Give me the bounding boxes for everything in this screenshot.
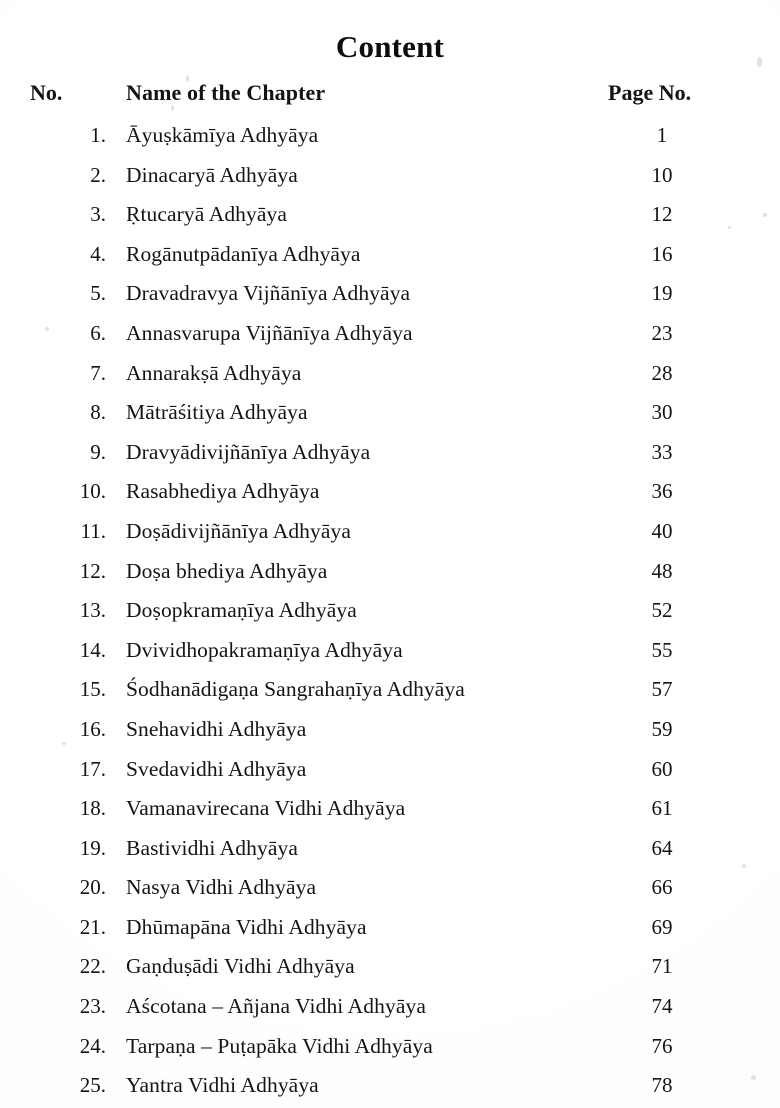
table-row[interactable] [0, 710, 780, 750]
row-chapter-name[interactable]: Rogānutpādanīya Adhyāya [126, 241, 361, 266]
row-number: 13. [79, 598, 106, 623]
row-page-number: 28 [651, 360, 673, 385]
row-number: 21. [79, 914, 106, 939]
row-page-number: 23 [651, 320, 673, 345]
row-number: 18. [79, 796, 106, 821]
row-page-number: 78 [651, 1073, 673, 1098]
row-chapter-name[interactable]: Dinacaryā Adhyāya [126, 162, 298, 187]
row-number: 11. [80, 518, 106, 543]
row-chapter-name[interactable]: Śodhanādigaṇa Sangrahaṇīya Adhyāya [126, 677, 465, 702]
table-row[interactable] [0, 274, 780, 314]
table-row[interactable] [0, 1066, 780, 1106]
row-chapter-name[interactable]: Tarpaṇa – Puṭapāka Vidhi Adhyāya [126, 1033, 433, 1058]
row-number: 10. [79, 479, 106, 504]
row-page-number: 48 [651, 558, 673, 583]
row-number: 17. [79, 756, 106, 781]
row-number: 6. [90, 320, 106, 345]
row-page-number: 16 [651, 241, 673, 266]
row-chapter-name[interactable]: Yantra Vidhi Adhyāya [126, 1073, 319, 1098]
row-number: 4. [90, 241, 106, 266]
row-chapter-name[interactable]: Doṣa bhediya Adhyāya [126, 558, 328, 583]
row-chapter-name[interactable]: Rasabhediya Adhyāya [126, 479, 320, 504]
row-number: 16. [79, 716, 106, 741]
row-number: 12. [79, 558, 106, 583]
row-chapter-name[interactable]: Aścotana – Añjana Vidhi Adhyāya [126, 994, 426, 1019]
table-row[interactable] [0, 987, 780, 1027]
row-page-number: 1 [656, 123, 668, 147]
row-chapter-name[interactable]: Snehavidhi Adhyāya [126, 716, 307, 741]
row-page-number: 19 [651, 281, 673, 306]
row-number: 7. [90, 360, 106, 385]
row-number: 8. [90, 400, 106, 425]
table-row[interactable] [0, 670, 780, 710]
table-row[interactable] [0, 235, 780, 275]
table-row[interactable] [0, 908, 780, 948]
row-page-number: 66 [651, 875, 673, 900]
row-chapter-name[interactable]: Annarakṣā Adhyāya [126, 360, 302, 385]
row-chapter-name[interactable]: Doṣādivijñānīya Adhyāya [126, 518, 352, 543]
header-no: No. [30, 80, 63, 105]
header-page: Page No. [608, 80, 692, 105]
table-row[interactable] [0, 829, 780, 869]
table-row[interactable] [0, 1027, 780, 1067]
row-page-number: 74 [651, 994, 673, 1019]
table-row[interactable] [0, 868, 780, 908]
row-chapter-name[interactable]: Mātrāśitiya Adhyāya [126, 400, 308, 425]
row-chapter-name[interactable]: Bastividhi Adhyāya [126, 835, 298, 860]
row-page-number: 55 [651, 637, 673, 662]
row-chapter-name[interactable]: Dravyādivijñānīya Adhyāya [126, 439, 371, 464]
table-row[interactable] [0, 393, 780, 433]
table-header-row [0, 70, 780, 116]
table-row[interactable] [0, 116, 780, 156]
table-row[interactable] [0, 195, 780, 235]
table-row[interactable] [0, 433, 780, 473]
row-number: 14. [79, 637, 106, 662]
row-number: 20. [79, 875, 106, 900]
row-chapter-name[interactable]: Ṛtucaryā Adhyāya [126, 202, 288, 227]
table-row[interactable] [0, 789, 780, 829]
row-number: 15. [79, 677, 106, 702]
table-row[interactable] [0, 314, 780, 354]
table-row[interactable] [0, 947, 780, 987]
table-row[interactable] [0, 472, 780, 512]
row-number: 25. [79, 1073, 106, 1098]
row-chapter-name[interactable]: Svedavidhi Adhyāya [126, 756, 307, 781]
row-number: 3. [90, 202, 106, 227]
row-chapter-name[interactable]: Gaṇduṣādi Vidhi Adhyāya [126, 954, 355, 979]
table-row[interactable] [0, 591, 780, 631]
row-number: 22. [79, 954, 106, 979]
row-chapter-name[interactable]: Nasya Vidhi Adhyāya [126, 875, 317, 900]
row-page-number: 60 [651, 756, 673, 781]
table-row[interactable] [0, 631, 780, 671]
header-name: Name of the Chapter [126, 80, 326, 105]
row-number: 23. [79, 994, 106, 1019]
row-page-number: 36 [651, 479, 673, 504]
table-row[interactable] [0, 512, 780, 552]
row-number: 9. [90, 439, 106, 464]
row-page-number: 61 [651, 796, 673, 821]
row-page-number: 30 [651, 400, 673, 425]
row-chapter-name[interactable]: Annasvarupa Vijñānīya Adhyāya [126, 320, 413, 345]
row-page-number: 52 [651, 598, 673, 623]
row-page-number: 71 [651, 954, 673, 979]
table-row[interactable] [0, 156, 780, 196]
row-page-number: 76 [651, 1033, 673, 1058]
row-page-number: 64 [651, 835, 673, 860]
row-number: 24. [79, 1033, 106, 1058]
table-row[interactable] [0, 354, 780, 394]
page-title: Content [335, 28, 445, 64]
row-chapter-name[interactable]: Dravadravya Vijñānīya Adhyāya [126, 281, 411, 306]
row-page-number: 57 [651, 677, 673, 702]
table-of-contents [0, 70, 780, 1106]
row-number: 19. [79, 835, 106, 860]
row-page-number: 33 [651, 439, 673, 464]
row-chapter-name[interactable]: Doṣopkramaṇīya Adhyāya [126, 598, 357, 623]
row-chapter-name[interactable]: Dvividhopakramaṇīya Adhyāya [126, 637, 403, 662]
row-chapter-name[interactable]: Āyuṣkāmīya Adhyāya [126, 123, 319, 147]
row-page-number: 40 [651, 518, 673, 543]
row-page-number: 69 [651, 914, 673, 939]
table-row[interactable] [0, 750, 780, 790]
row-page-number: 59 [651, 716, 673, 741]
row-number: 5. [90, 281, 106, 306]
row-chapter-name[interactable]: Vamanavirecana Vidhi Adhyāya [126, 796, 406, 821]
row-page-number: 10 [651, 162, 673, 187]
row-chapter-name[interactable]: Dhūmapāna Vidhi Adhyāya [126, 914, 367, 939]
table-row[interactable] [0, 552, 780, 592]
row-number: 2. [90, 162, 106, 187]
row-number: 1. [90, 123, 106, 147]
row-page-number: 12 [651, 202, 673, 227]
